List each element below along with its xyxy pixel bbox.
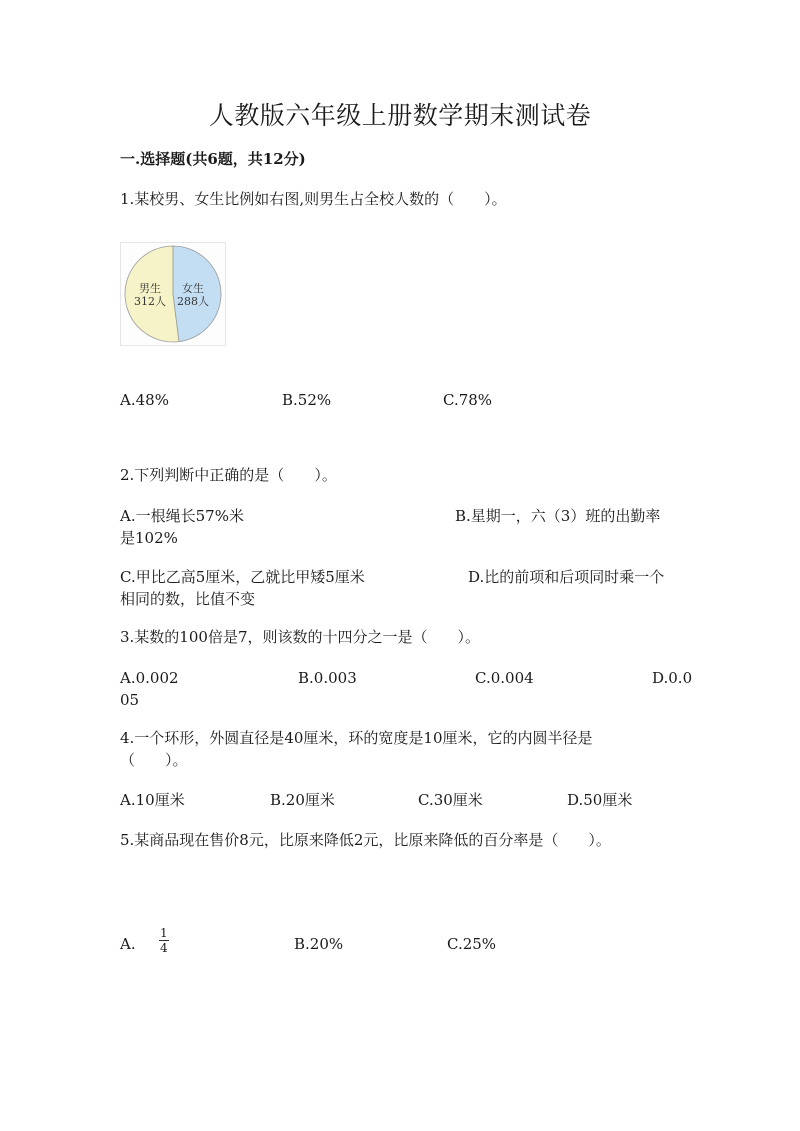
q5-option-a-label: A.	[120, 935, 136, 953]
q2-option-b: B.星期一，六（3）班的出勤率	[455, 507, 661, 525]
pie-label-boys: 男生	[139, 282, 161, 295]
pie-value-girls: 288人	[177, 295, 209, 308]
q1-option-a: A.48%	[120, 391, 169, 409]
section-heading: 一.选择题(共6题，共12分)	[120, 150, 306, 168]
q3-option-a: A.0.002	[120, 669, 179, 687]
question-4-stem-continued: （ ）。	[120, 751, 188, 769]
q3-option-d-continued: 05	[120, 691, 140, 709]
q1-option-b: B.52%	[282, 391, 332, 409]
q2-option-c: C.甲比乙高5厘米，乙就比甲矮5厘米	[120, 568, 365, 586]
fraction-denominator: 4	[160, 941, 168, 955]
q4-option-b: B.20厘米	[270, 791, 335, 809]
pie-label-girls: 女生	[182, 282, 204, 295]
q2-option-a: A.一根绳长57%米	[120, 507, 244, 525]
question-2-stem: 2.下列判断中正确的是（ ）。	[120, 466, 337, 484]
q3-option-d: D.0.0	[652, 669, 693, 687]
q5-option-b: B.20%	[294, 935, 344, 953]
q3-option-c: C.0.004	[475, 669, 534, 687]
q5-option-c: C.25%	[447, 935, 497, 953]
question-5-stem: 5.某商品现在售价8元，比原来降低2元，比原来降低的百分率是（ ）。	[120, 831, 611, 849]
q3-option-b: B.0.003	[298, 669, 357, 687]
q4-option-c: C.30厘米	[418, 791, 483, 809]
question-1-stem: 1.某校男、女生比例如右图,则男生占全校人数的（ ）。	[120, 190, 507, 208]
q4-option-a: A.10厘米	[120, 791, 185, 809]
q2-option-d: D.比的前项和后项同时乘一个	[468, 568, 665, 586]
pie-value-boys: 312人	[134, 295, 166, 308]
q2-option-b-continued: 是102%	[120, 529, 178, 547]
fraction-numerator: 1	[160, 926, 168, 940]
question-4-stem: 4.一个环形，外圆直径是40厘米，环的宽度是10厘米，它的内圆半径是	[120, 729, 593, 747]
page-title: 人教版六年级上册数学期末测试卷	[208, 101, 592, 130]
q5-option-a-fraction	[159, 926, 169, 955]
q1-option-c: C.78%	[443, 391, 493, 409]
question-3-stem: 3.某数的100倍是7，则该数的十四分之一是（ ）。	[120, 628, 480, 646]
gender-ratio-pie-chart	[120, 242, 226, 346]
q4-option-d: D.50厘米	[567, 791, 633, 809]
q2-option-d-continued: 相同的数，比值不变	[120, 590, 256, 608]
